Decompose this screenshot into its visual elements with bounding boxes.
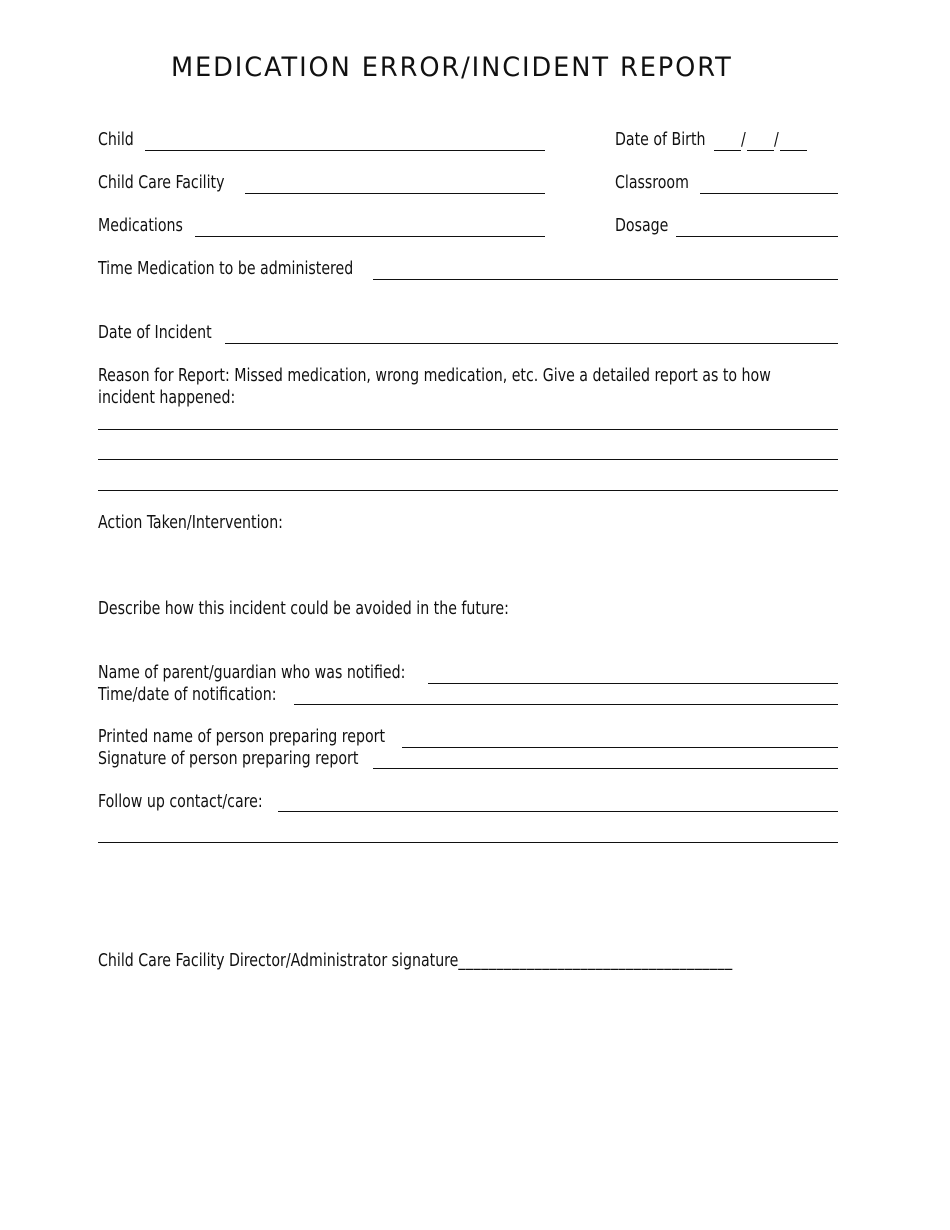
follow-up-label: Follow up contact/care: bbox=[98, 792, 263, 812]
dob-separator-1: / bbox=[741, 130, 746, 150]
dosage-field[interactable] bbox=[676, 236, 838, 237]
classroom-label: Classroom bbox=[615, 173, 689, 193]
dob-label: Date of Birth bbox=[615, 130, 706, 150]
director-signature-label: Child Care Facility Director/Administrator signature bbox=[98, 951, 459, 971]
printed-name-label: Printed name of person preparing report bbox=[98, 727, 386, 747]
time-med-label: Time Medication to be administered bbox=[98, 259, 354, 279]
dob-year-field[interactable] bbox=[780, 150, 807, 151]
medications-label: Medications bbox=[98, 216, 183, 236]
reason-label-line-1: Reason for Report: Missed medication, wrong medication, etc. Give a detailed report as to how bbox=[98, 366, 771, 386]
notification-field[interactable] bbox=[294, 704, 838, 705]
reason-field-line-1[interactable] bbox=[98, 429, 838, 430]
signature-field[interactable] bbox=[373, 768, 838, 769]
notification-label: Time/date of notification: bbox=[98, 685, 277, 705]
form-title: MEDICATION ERROR/INCIDENT REPORT bbox=[171, 52, 733, 83]
avoid-label: Describe how this incident could be avoided in the future: bbox=[98, 599, 509, 619]
dob-month-field[interactable] bbox=[714, 150, 741, 151]
child-field[interactable] bbox=[145, 150, 545, 151]
facility-label: Child Care Facility bbox=[98, 173, 225, 193]
medications-field[interactable] bbox=[195, 236, 545, 237]
director-signature-line[interactable] bbox=[98, 951, 733, 972]
reason-field-line-3[interactable] bbox=[98, 490, 838, 491]
parent-label: Name of parent/guardian who was notified: bbox=[98, 663, 406, 683]
date-incident-label: Date of Incident bbox=[98, 323, 212, 343]
signature-label: Signature of person preparing report bbox=[98, 749, 359, 769]
dob-day-field[interactable] bbox=[747, 150, 774, 151]
child-label: Child bbox=[98, 130, 134, 150]
printed-name-field[interactable] bbox=[402, 747, 838, 748]
time-med-field[interactable] bbox=[373, 279, 838, 280]
classroom-field[interactable] bbox=[700, 193, 838, 194]
facility-field[interactable] bbox=[245, 193, 545, 194]
date-incident-field[interactable] bbox=[225, 343, 838, 344]
reason-label-line-2: incident happened: bbox=[98, 388, 236, 408]
action-label: Action Taken/Intervention: bbox=[98, 513, 283, 533]
director-signature-blank[interactable]: ____________________________________ bbox=[458, 951, 733, 971]
dosage-label: Dosage bbox=[615, 216, 669, 236]
parent-field[interactable] bbox=[428, 683, 838, 684]
dob-separator-2: / bbox=[774, 130, 779, 150]
follow-up-field-line-1[interactable] bbox=[278, 811, 838, 812]
reason-field-line-2[interactable] bbox=[98, 459, 838, 460]
follow-up-field-line-2[interactable] bbox=[98, 842, 838, 843]
